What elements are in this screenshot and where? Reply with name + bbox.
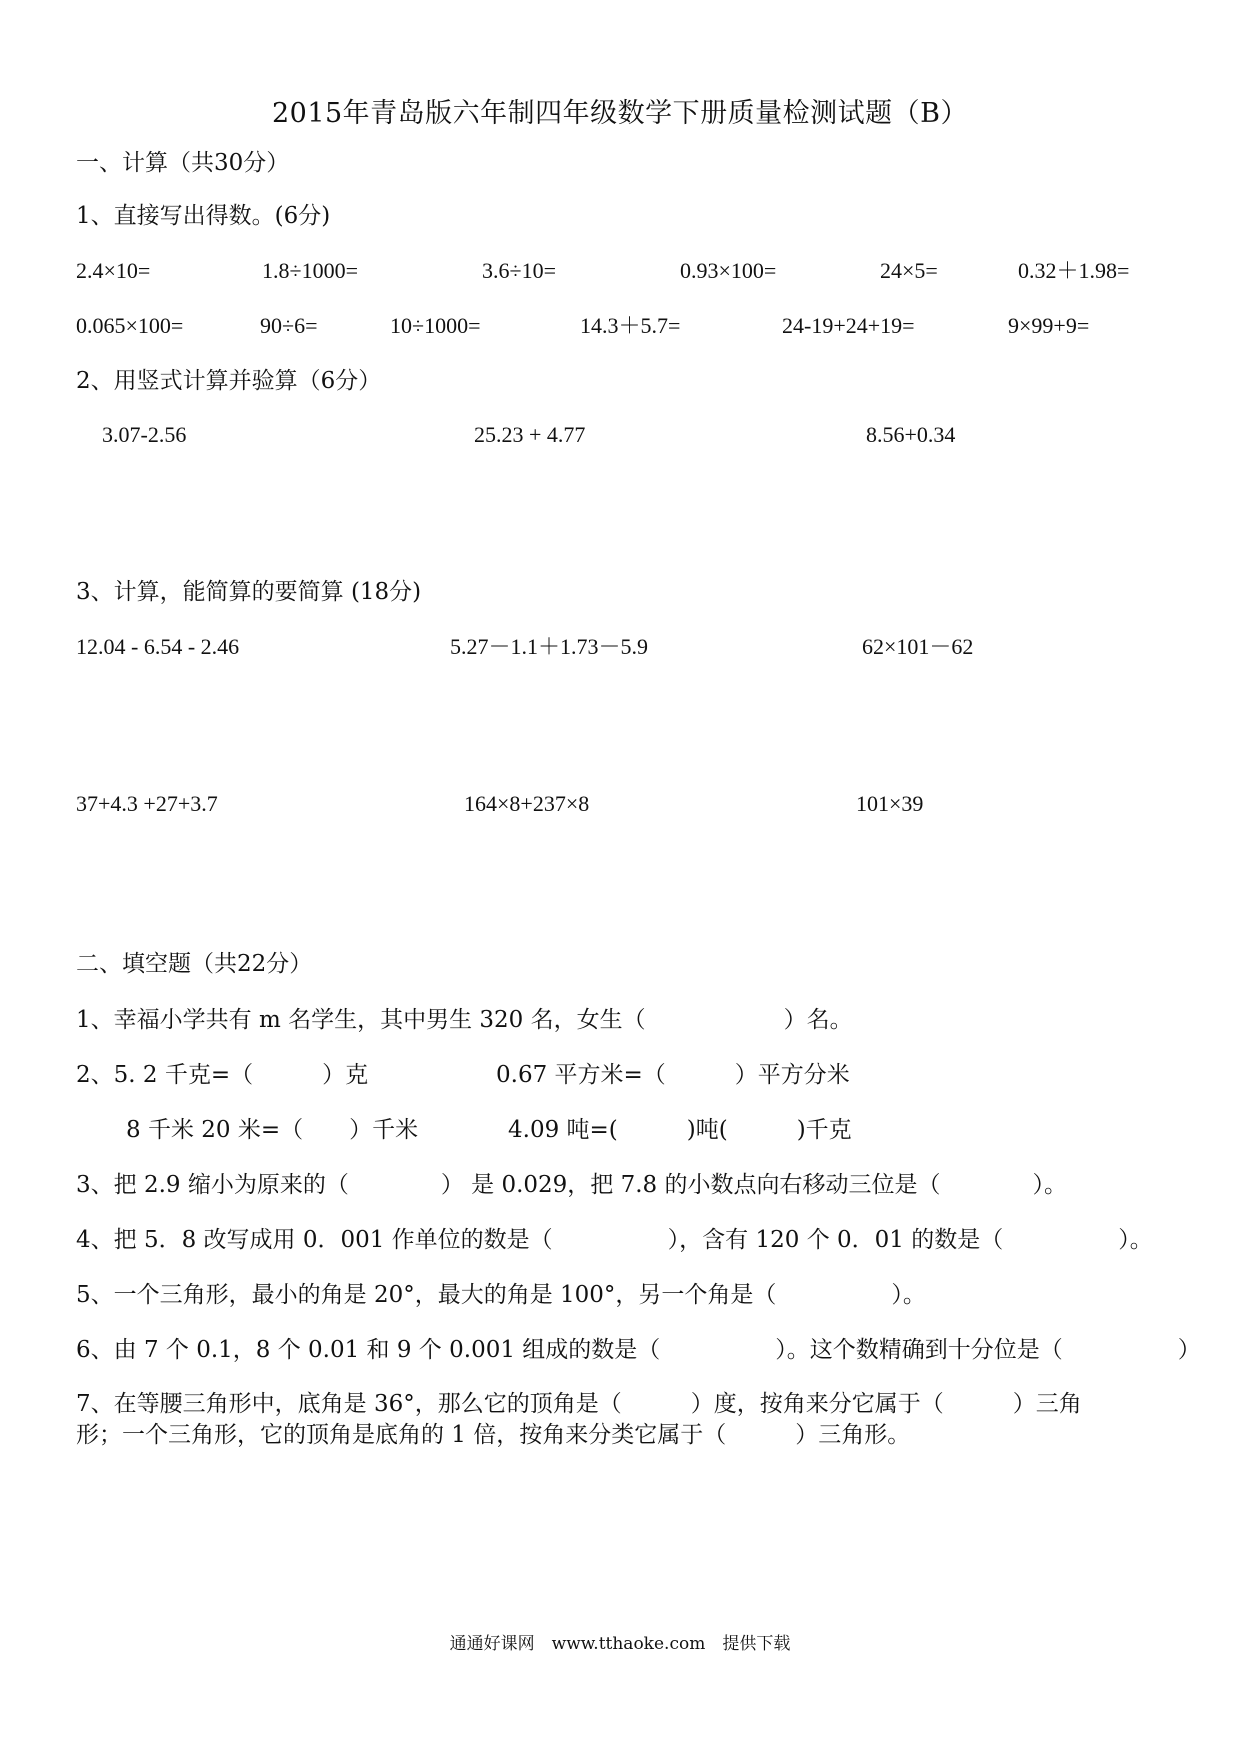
fill-question-2c: 8 千米 20 米=（ ）千米 (126, 1117, 419, 1143)
simplify-calc-item: 101×39 (856, 791, 924, 816)
fill-question-7-line1: 7、在等腰三角形中，底角是 36°，那么它的顶角是（ ）度，按角来分它属于（ ）三角 (76, 1391, 1082, 1417)
fill-question-4: 4、把 5．8 改写成用 0．001 作单位的数是（ ），含有 120 个 0．01 的数是（ ）。 (76, 1227, 1153, 1253)
fill-question-6: 6、由 7 个 0.1，8 个 0.01 和 9 个 0.001 组成的数是（ ）。这个数精确到十分位是（ ） (76, 1337, 1201, 1363)
mental-math-item: 90÷6= (260, 313, 318, 338)
fill-question-7-line2: 形；一个三角形，它的顶角是底角的 1 倍，按角来分类它属于（ ）三角形。 (76, 1422, 911, 1448)
mental-math-item: 24×5= (880, 258, 938, 283)
simplify-calc-item: 62×101－62 (862, 634, 974, 659)
question-1-3-label: 3、计算，能简算的要简算 (18分) (76, 579, 422, 605)
vertical-calc-item: 25.23 + 4.77 (474, 422, 586, 447)
fill-question-3: 3、把 2.9 缩小为原来的（ ） 是 0.029，把 7.8 的小数点向右移动三位是（ ）。 (76, 1172, 1067, 1198)
simplify-calc-item: 5.27－1.1＋1.73－5.9 (450, 634, 649, 659)
fill-question-2b: 0.67 平方米=（ ）平方分米 (496, 1062, 850, 1088)
fill-question-2d: 4.09 吨=( )吨( )千克 (508, 1117, 852, 1143)
mental-math-item: 24-19+24+19= (782, 313, 915, 338)
question-1-1-label: 1、直接写出得数。(6分) (76, 203, 331, 229)
page-title: 2015年青岛版六年制四年级数学下册质量检测试题（B） (271, 98, 969, 129)
mental-math-item: 0.32＋1.98= (1018, 258, 1130, 283)
mental-math-item: 0.065×100= (76, 313, 184, 338)
simplify-calc-item: 164×8+237×8 (464, 791, 590, 816)
section-2-heading: 二、填空题（共22分） (76, 951, 313, 977)
section-1-heading: 一、计算（共30分） (76, 150, 290, 176)
mental-math-item: 10÷1000= (390, 313, 481, 338)
mental-math-item: 0.93×100= (680, 258, 777, 283)
vertical-calc-item: 3.07-2.56 (102, 422, 187, 447)
fill-question-5: 5、一个三角形，最小的角是 20°，最大的角是 100°，另一个角是（ ）。 (76, 1282, 926, 1308)
mental-math-item: 14.3＋5.7= (580, 313, 681, 338)
simplify-calc-item: 37+4.3 +27+3.7 (76, 791, 218, 816)
fill-question-1: 1、幸福小学共有 m 名学生，其中男生 320 名，女生（ ）名。 (76, 1007, 853, 1033)
page-footer: 通通好课网 www.tthaoke.com 提供下载 (449, 1634, 791, 1654)
mental-math-item: 3.6÷10= (482, 258, 556, 283)
simplify-calc-item: 12.04 - 6.54 - 2.46 (76, 634, 240, 659)
mental-math-item: 2.4×10= (76, 258, 151, 283)
fill-question-2a: 2、5. 2 千克=（ ）克 (76, 1062, 369, 1088)
question-1-2-label: 2、用竖式计算并验算（6分） (76, 368, 382, 394)
vertical-calc-item: 8.56+0.34 (866, 422, 956, 447)
mental-math-item: 9×99+9= (1008, 313, 1090, 338)
mental-math-item: 1.8÷1000= (262, 258, 358, 283)
